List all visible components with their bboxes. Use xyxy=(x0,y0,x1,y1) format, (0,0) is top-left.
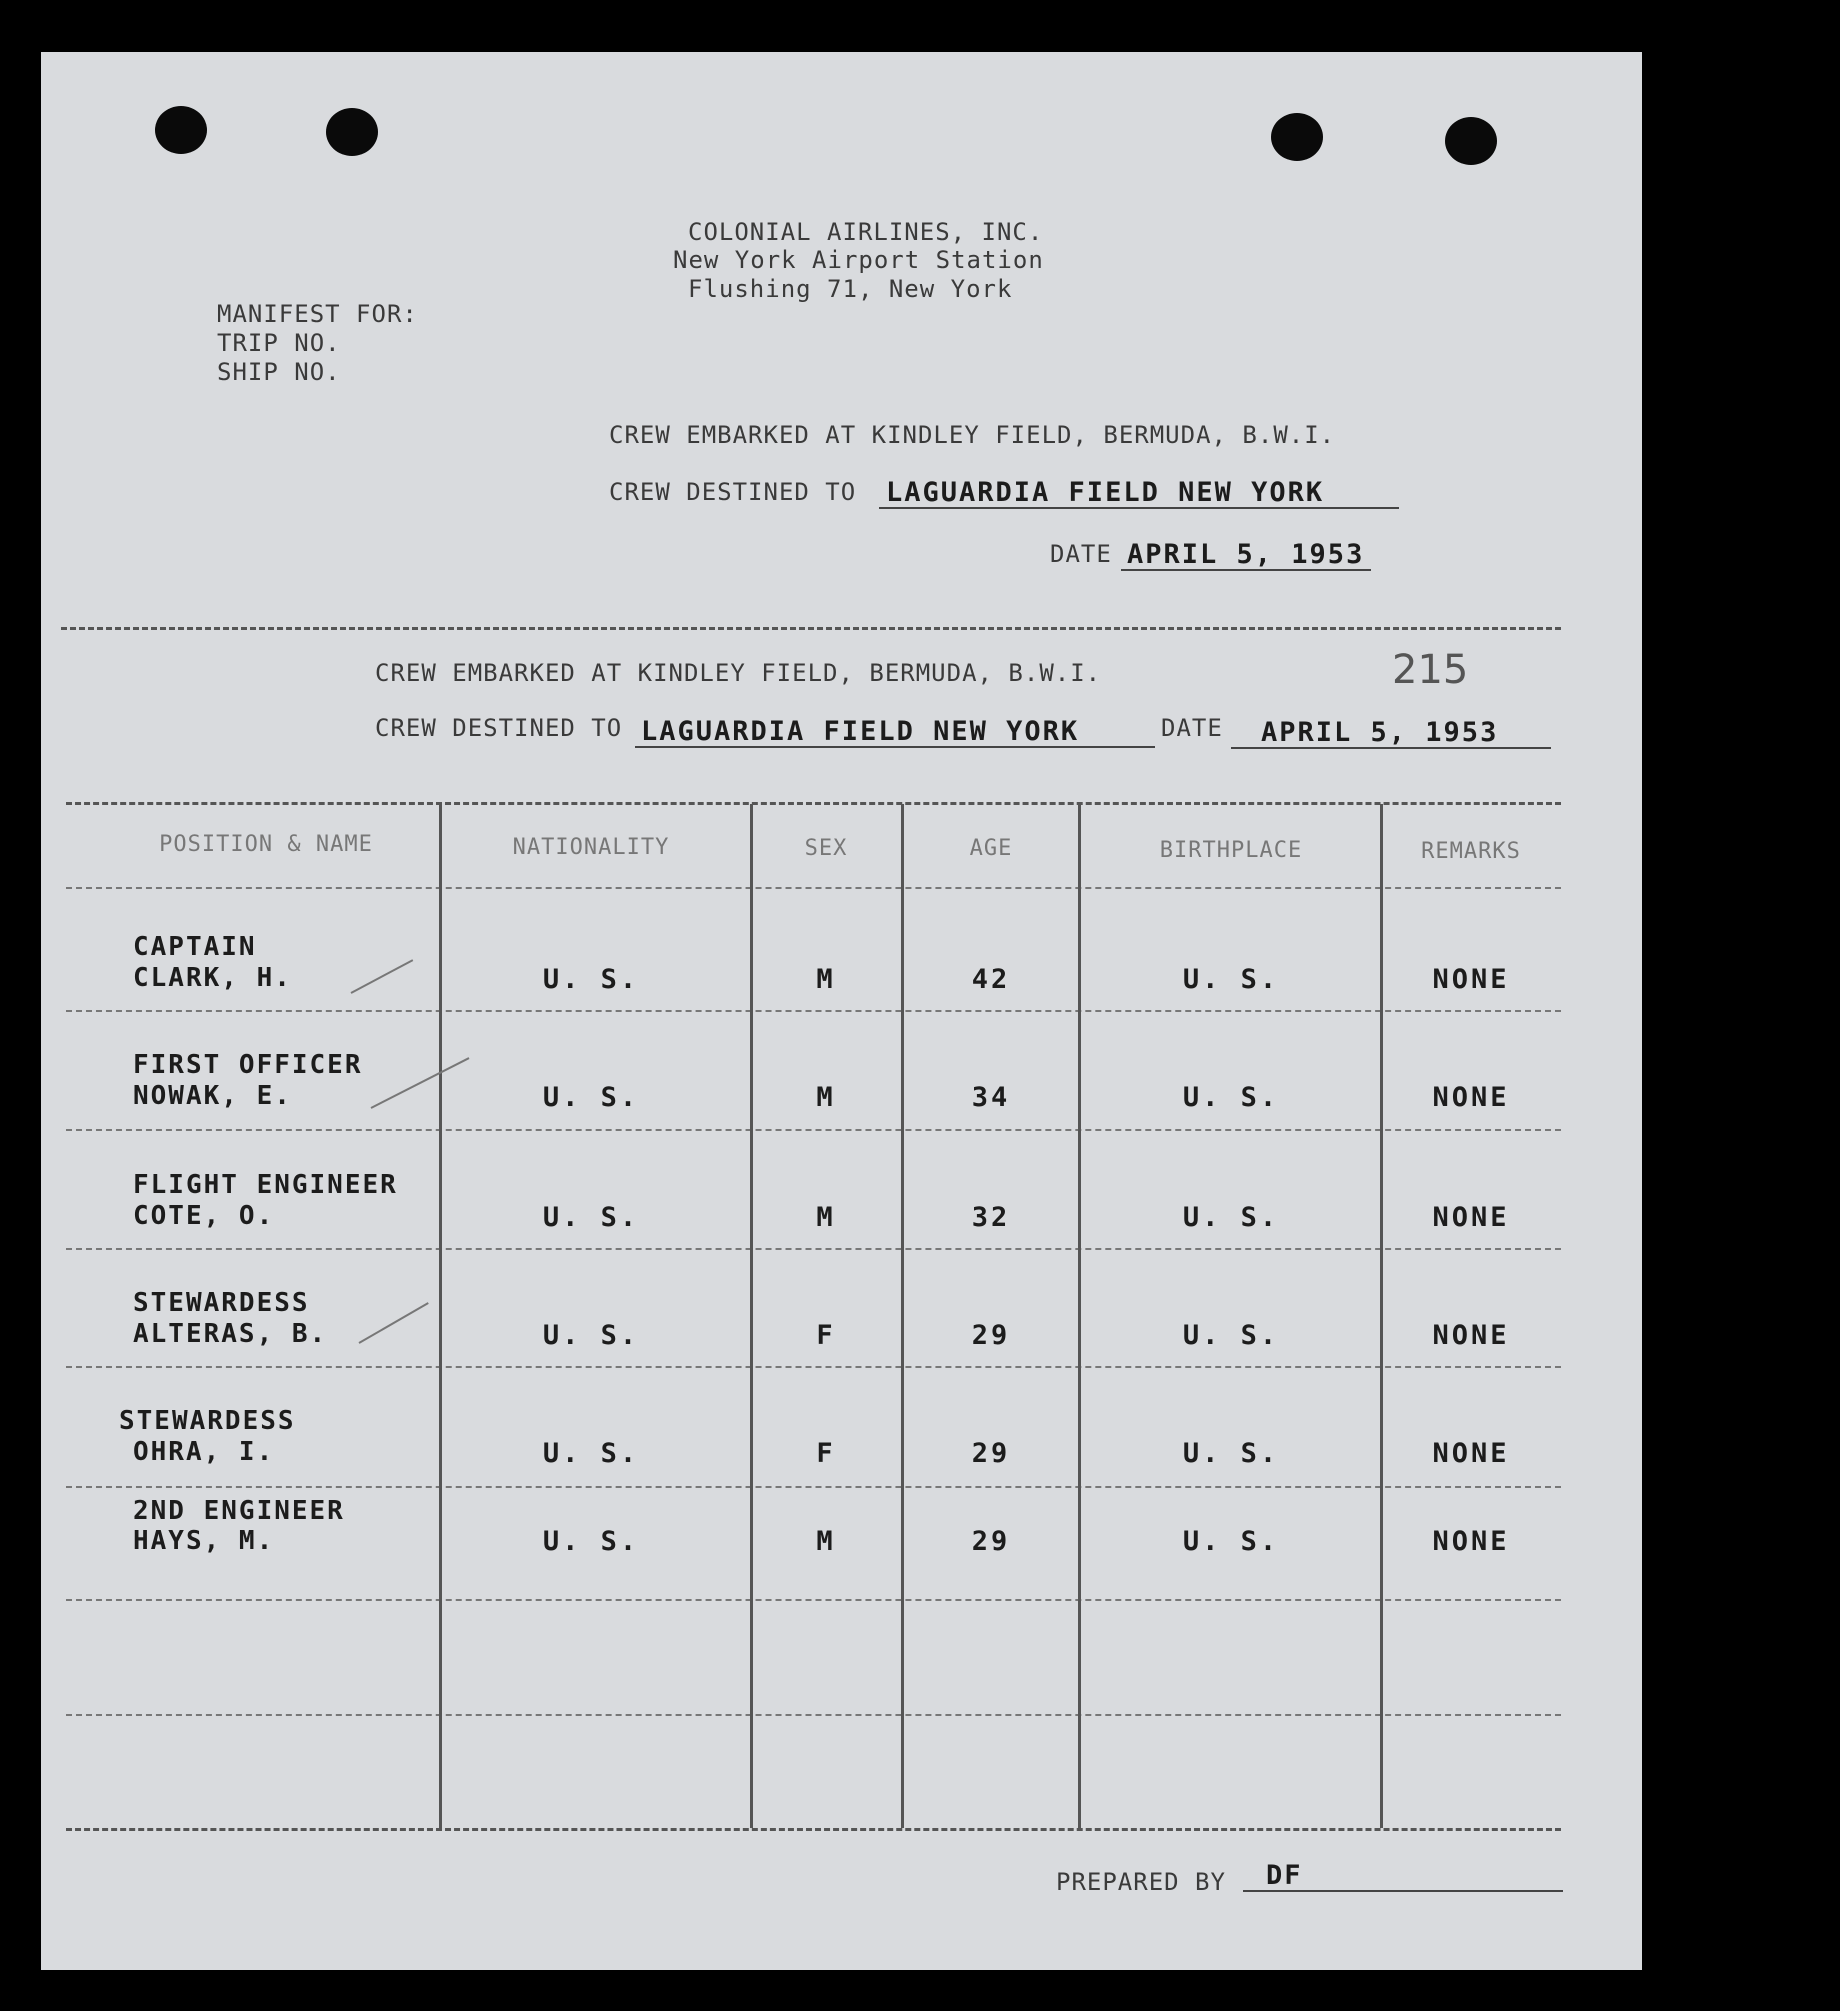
crew-age: 29 xyxy=(971,1438,1011,1469)
handwritten-number: 215 xyxy=(1392,647,1469,693)
prepared-by-value: DF xyxy=(1266,1860,1303,1891)
crew-birthplace: U. S. xyxy=(1182,964,1280,995)
crew-birthplace: U. S. xyxy=(1182,1438,1280,1469)
table-col-divider xyxy=(1078,804,1081,1828)
lower-date-underline xyxy=(1231,747,1551,749)
table-row-line xyxy=(66,1599,1561,1601)
punch-hole-left-1 xyxy=(155,106,207,154)
punch-hole-right-2 xyxy=(1445,117,1497,165)
crew-remarks: NONE xyxy=(1432,1202,1510,1233)
header-remarks: REMARKS xyxy=(1421,839,1521,864)
prepared-by-label: PREPARED BY xyxy=(1056,1868,1226,1896)
punch-hole-left-2 xyxy=(326,108,378,156)
header-position-name: POSITION & NAME xyxy=(159,832,373,857)
upper-embarked-line: CREW EMBARKED AT KINDLEY FIELD, BERMUDA, B.W.I. xyxy=(609,421,1336,449)
table-row-line xyxy=(66,1129,1561,1131)
lower-date-label: DATE xyxy=(1161,714,1223,742)
crew-name: ALTERAS, B. xyxy=(133,1319,328,1349)
crew-name: CLARK, H. xyxy=(133,963,292,993)
crew-position: STEWARDESS xyxy=(133,1288,310,1318)
crew-sex: F xyxy=(816,1320,836,1351)
crew-birthplace: U. S. xyxy=(1182,1526,1280,1557)
lower-destined-underline xyxy=(635,746,1155,748)
manifest-paper xyxy=(41,52,1642,1970)
trip-no-label: TRIP NO. xyxy=(217,329,341,357)
upper-destined-label: CREW DESTINED TO xyxy=(609,478,857,506)
crew-remarks: NONE xyxy=(1432,1438,1510,1469)
crew-age: 34 xyxy=(971,1082,1011,1113)
table-row-line xyxy=(66,1366,1561,1368)
crew-sex: M xyxy=(816,1082,836,1113)
crew-name: NOWAK, E. xyxy=(133,1081,292,1111)
ship-no-label: SHIP NO. xyxy=(217,358,341,386)
upper-date-label: DATE xyxy=(1050,540,1112,568)
check-mark xyxy=(371,1057,470,1109)
company-name: COLONIAL AIRLINES, INC. xyxy=(688,218,1044,246)
manifest-for-label: MANIFEST FOR: xyxy=(217,300,418,328)
company-station: New York Airport Station xyxy=(673,246,1044,274)
crew-age: 32 xyxy=(971,1202,1011,1233)
crew-nationality: U. S. xyxy=(542,1320,640,1351)
crew-age: 42 xyxy=(971,964,1011,995)
header-age: AGE xyxy=(969,836,1013,861)
lower-destined-value: LAGUARDIA FIELD NEW YORK xyxy=(641,716,1080,747)
crew-name: COTE, O. xyxy=(133,1201,275,1231)
crew-name: HAYS, M. xyxy=(133,1526,275,1556)
table-col-divider xyxy=(439,804,442,1828)
table-header-bottom-line xyxy=(66,887,1561,889)
crew-position: 2ND ENGINEER xyxy=(133,1496,345,1526)
crew-sex: F xyxy=(816,1438,836,1469)
crew-birthplace: U. S. xyxy=(1182,1320,1280,1351)
table-row-line xyxy=(66,1248,1561,1250)
header-nationality: NATIONALITY xyxy=(512,835,670,860)
crew-remarks: NONE xyxy=(1432,1320,1510,1351)
crew-position: CAPTAIN xyxy=(133,932,257,962)
table-col-divider xyxy=(750,804,753,1828)
crew-age: 29 xyxy=(971,1526,1011,1557)
company-city: Flushing 71, New York xyxy=(688,275,1013,303)
header-birthplace: BIRTHPLACE xyxy=(1159,838,1303,863)
header-sex: SEX xyxy=(804,836,848,861)
crew-sex: M xyxy=(816,1526,836,1557)
table-col-divider xyxy=(901,804,904,1828)
crew-remarks: NONE xyxy=(1432,1526,1510,1557)
crew-nationality: U. S. xyxy=(542,1082,640,1113)
crew-position: STEWARDESS xyxy=(119,1406,296,1436)
crew-nationality: U. S. xyxy=(542,1202,640,1233)
crew-remarks: NONE xyxy=(1432,964,1510,995)
crew-age: 29 xyxy=(971,1320,1011,1351)
table-top-line xyxy=(66,802,1561,805)
upper-destined-underline xyxy=(879,507,1399,509)
crew-sex: M xyxy=(816,1202,836,1233)
crew-birthplace: U. S. xyxy=(1182,1202,1280,1233)
table-bottom-line xyxy=(66,1828,1561,1831)
crew-nationality: U. S. xyxy=(542,964,640,995)
crew-position: FIRST OFFICER xyxy=(133,1050,363,1080)
table-col-divider xyxy=(1380,804,1383,1828)
prepared-by-underline xyxy=(1243,1890,1563,1892)
section-divider xyxy=(61,627,1561,630)
crew-position: FLIGHT ENGINEER xyxy=(133,1170,398,1200)
crew-remarks: NONE xyxy=(1432,1082,1510,1113)
table-row-line xyxy=(66,1010,1561,1012)
upper-destined-value: LAGUARDIA FIELD NEW YORK xyxy=(886,477,1325,508)
upper-date-value: APRIL 5, 1953 xyxy=(1127,539,1365,570)
check-mark xyxy=(351,959,414,994)
crew-name: OHRA, I. xyxy=(133,1437,275,1467)
crew-sex: M xyxy=(816,964,836,995)
crew-nationality: U. S. xyxy=(542,1526,640,1557)
table-row-line xyxy=(66,1714,1561,1716)
crew-nationality: U. S. xyxy=(542,1438,640,1469)
lower-embarked-line: CREW EMBARKED AT KINDLEY FIELD, BERMUDA, B.W.I. xyxy=(375,659,1102,687)
upper-date-underline xyxy=(1121,569,1371,571)
table-row-line xyxy=(66,1486,1561,1488)
punch-hole-right-1 xyxy=(1271,113,1323,161)
lower-date-value: APRIL 5, 1953 xyxy=(1261,717,1499,748)
lower-destined-label: CREW DESTINED TO xyxy=(375,714,623,742)
check-mark xyxy=(359,1302,429,1344)
crew-birthplace: U. S. xyxy=(1182,1082,1280,1113)
